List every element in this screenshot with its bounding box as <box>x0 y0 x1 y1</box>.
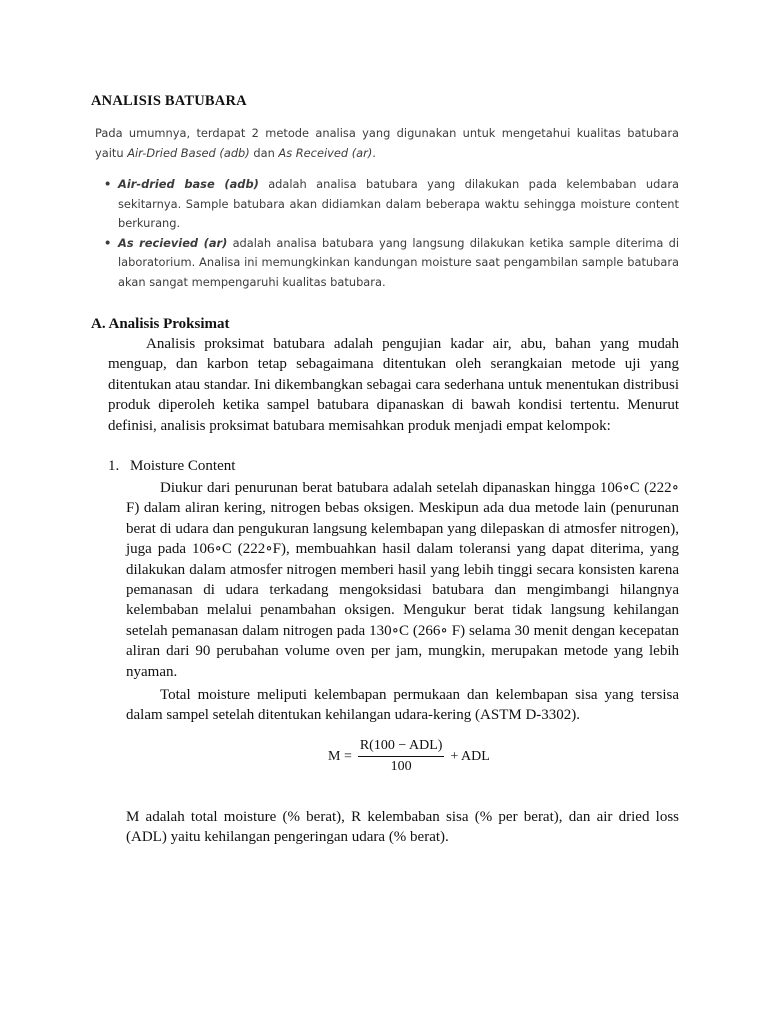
bullet-icon: • <box>104 177 112 191</box>
formula-fraction <box>358 738 445 775</box>
list-item <box>104 175 679 234</box>
formula-rhs: + ADL <box>450 748 490 764</box>
formula-denominator: 100 <box>390 759 412 774</box>
intro-paragraph <box>95 124 679 163</box>
formula-lhs: M = <box>328 748 352 764</box>
section-heading: A. Analisis Proksimat <box>91 316 230 332</box>
page-title: ANALISIS BATUBARA <box>91 93 247 109</box>
intro-term-ar: As Received (ar) <box>278 145 373 160</box>
bullet-text: adalah analisa batubara yang dilakukan pada kelembaban udara sekitarnya. Sample batubara akan didiamkan dalam beberapa waktu sehingga moisture content berkurang. <box>118 177 679 230</box>
moisture-paragraph: Diukur dari penurunan berat batubara adalah setelah dipanaskan hingga 106∘C (222∘ F) dalam aliran kering, nitrogen bebas oksigen. Meskipun ada dua metode lain (penurunan berat di udara dan pengukuran langsung kelembapan yang dilepaskan di atmosfer nitrogen), juga pada 106∘C (222∘F), membuahkan hasil dalam toleransi yang dapat diterima, yang dilakukan dalam atmosfer nitrogen memberi hasil yang lebih tinggi secara konsisten karena pemanasan di udara terkadang mengoksidasi batubara dan mengimbangi hilangnya kelembaban melalui penambahan oksigen. Mengukur berat tidak langsung kehilangan setelah pemanasan dalam nitrogen pada 130∘C (266∘ F) selama 30 menit dengan kecepatan aliran dari 90 perubahan volume oven per jam, mungkin, merupakan metode yang lebih nyaman. <box>126 480 679 680</box>
intro-text-mid: dan <box>249 145 279 160</box>
total-moisture-paragraph: Total moisture meliputi kelembapan permukaan dan kelembapan sisa yang tersisa dalam sampel setelah ditentukan kehilangan udara-kering (ASTM D-3302). <box>126 687 679 724</box>
list-item <box>104 234 679 293</box>
list-heading <box>108 458 235 475</box>
intro-text-pre: Pada umumnya, terdapat 2 metode analisa yang digunakan untuk mengetahui kualitas batubara yaitu <box>95 126 679 160</box>
bullet-icon: • <box>104 235 112 250</box>
intro-bullet-list <box>91 175 679 292</box>
list-number: 1. <box>108 458 120 474</box>
moisture-formula <box>328 738 490 775</box>
bullet-text: adalah analisa batubara yang langsung dilakukan ketika sample diterima di laboratorium. Analisa ini memungkinkan kandungan moisture saat pengambilan sample batubara akan sangat mempengaruhi kualitas batubara. <box>118 235 679 289</box>
formula-numerator: R(100 − ADL) <box>358 738 445 757</box>
list-heading-text: Moisture Content <box>130 458 236 474</box>
bullet-term: Air-dried base (adb) <box>118 177 259 191</box>
bullet-term: As recievied (ar) <box>118 235 228 250</box>
intro-term-adb: Air-Dried Based (adb) <box>127 145 250 160</box>
intro-excerpt <box>91 124 679 292</box>
intro-text-end: . <box>372 145 376 160</box>
formula-explanation: M adalah total moisture (% berat), R kelembaban sisa (% per berat), dan air dried loss (ADL) yaitu kehilangan pengeringan udara (% berat). <box>126 809 679 846</box>
section-paragraph: Analisis proksimat batubara adalah pengujian kadar air, abu, bahan yang mudah menguap, dan karbon tetap sebagaimana ditentukan oleh serangkaian metode uji yang ditentukan atau standar. Ini dikembangkan sebagai cara sederhana untuk menentukan distribusi produk diperoleh ketika sampel batubara dipanaskan di bawah kondisi tertentu. Menurut definisi, analisis proksimat batubara memisahkan produk menjadi empat kelompok: <box>108 336 679 434</box>
